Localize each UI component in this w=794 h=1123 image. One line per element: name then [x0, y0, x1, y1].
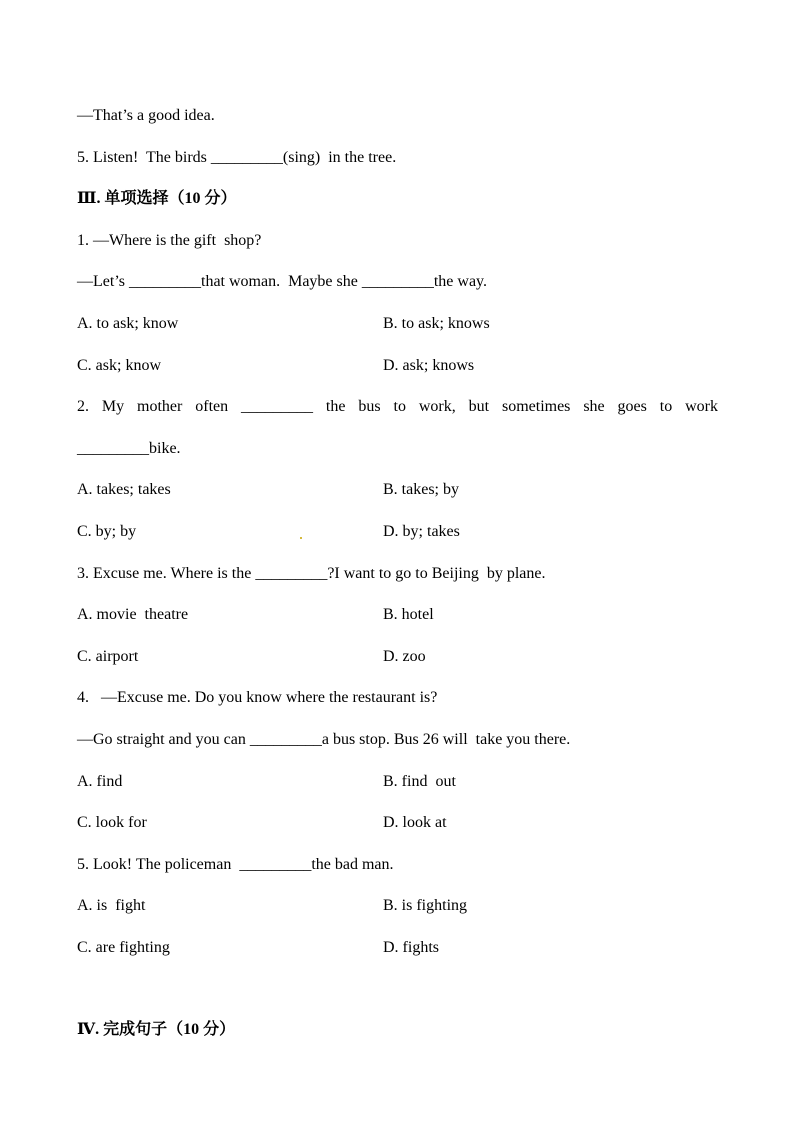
question-5-option-b: B. is fighting — [383, 897, 468, 914]
question-1-line-1: 1. —Where is the gift shop? — [77, 232, 262, 249]
question-4-option-b: B. find out — [383, 773, 456, 790]
question-4-option-c: C. look for — [77, 814, 147, 831]
question-1-line-2: —Let’s _________that woman. Maybe she _________the way. — [77, 273, 488, 290]
question-4-line-1: 4. —Excuse me. Do you know where the restaurant is? — [77, 689, 438, 706]
question-1-option-b: B. to ask; knows — [383, 315, 490, 332]
question-2-line-2: _________bike. — [77, 440, 181, 457]
question-3-line-1: 3. Excuse me. Where is the _________?I want to go to Beijing by plane. — [77, 565, 546, 582]
question-2-option-a: A. takes; takes — [77, 481, 171, 498]
question-2-option-c: C. by; by — [77, 523, 137, 540]
question-4-option-d: D. look at — [383, 814, 447, 831]
section-3-title: Ⅲ. 单项选择（10 分） — [77, 190, 237, 207]
question-4-line-2: —Go straight and you can _________a bus stop. Bus 26 will take you there. — [77, 731, 571, 748]
question-3-option-a: A. movie theatre — [77, 606, 189, 623]
question-5-option-a: A. is fight — [77, 897, 146, 914]
section-4-title: Ⅳ. 完成句子（10 分） — [77, 1021, 236, 1038]
question-3-option-d: D. zoo — [383, 648, 426, 665]
question-5-option-d: D. fights — [383, 939, 439, 956]
question-2-option-b: B. takes; by — [383, 481, 459, 498]
question-2-line-1: 2. My mother often _________ the bus to work, but sometimes she goes to work — [77, 398, 718, 415]
question-1-option-c: C. ask; know — [77, 357, 161, 374]
stray-dot-mark — [300, 537, 302, 539]
question-2-option-d: D. by; takes — [383, 523, 460, 540]
question-5-option-c: C. are fighting — [77, 939, 170, 956]
question-4-option-a: A. find — [77, 773, 123, 790]
question-1-option-d: D. ask; knows — [383, 357, 475, 374]
previous-question-5: 5. Listen! The birds _________(sing) in the tree. — [77, 149, 397, 166]
previous-reply-line: —That’s a good idea. — [77, 107, 215, 124]
question-5-line-1: 5. Look! The policeman _________the bad man. — [77, 856, 394, 873]
question-3-option-c: C. airport — [77, 648, 139, 665]
question-3-option-b: B. hotel — [383, 606, 434, 623]
question-1-option-a: A. to ask; know — [77, 315, 179, 332]
